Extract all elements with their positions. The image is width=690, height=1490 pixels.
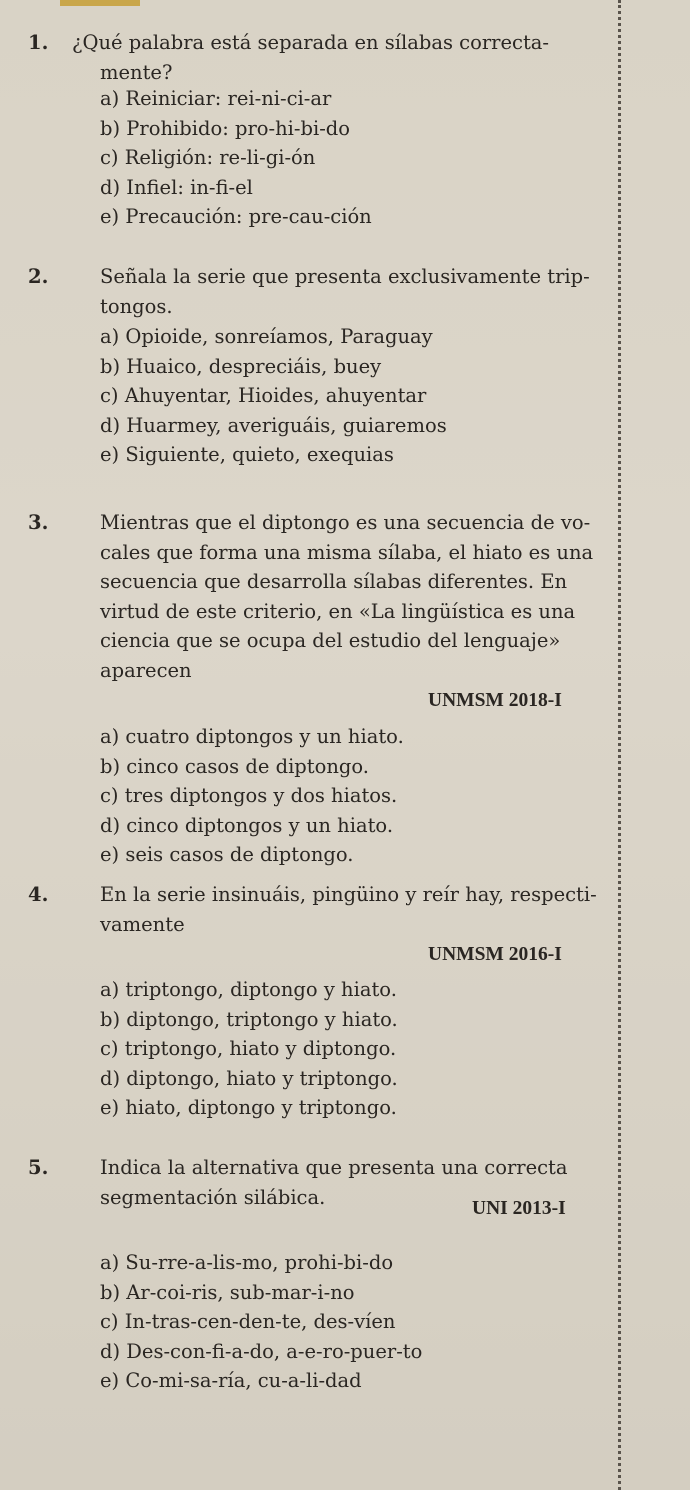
option-d[interactable]: d) Huarmey, averiguáis, guiaremos (100, 413, 447, 437)
question-1 (28, 28, 608, 87)
option-e[interactable]: e) hiato, diptongo y triptongo. (100, 1096, 397, 1119)
question-stem-line: Indica la alternativa que presenta una correcta (100, 1156, 568, 1179)
option-c[interactable]: c) tres diptongos y dos hiatos. (100, 784, 398, 807)
question-stem-line: ¿Qué palabra está separada en sílabas correcta- (72, 31, 549, 54)
option-a[interactable]: a) triptongo, diptongo y hiato. (100, 978, 397, 1001)
option-b[interactable]: b) Ar-coi-ris, sub-mar-i-no (100, 1280, 355, 1304)
option-d[interactable]: d) cinco diptongos y un hiato. (100, 813, 394, 837)
option-b[interactable]: b) cinco casos de diptongo. (100, 754, 370, 778)
option-d[interactable]: d) Des-con-fi-a-do, a-e-ro-puer-to (100, 1339, 423, 1363)
question-stem-line: aparecen (100, 658, 192, 682)
option-b[interactable]: b) Huaico, despreciáis, buey (100, 354, 382, 378)
option-a[interactable]: a) cuatro diptongos y un hiato. (100, 725, 404, 748)
question-stem-line: Mientras que el diptongo es una secuencia de vo- (100, 511, 591, 534)
question-stem-line: segmentación silábica. (100, 1185, 326, 1209)
exam-source: UNMSM 2016-I (428, 944, 562, 965)
option-b[interactable]: b) diptongo, triptongo y hiato. (100, 1007, 398, 1031)
dotted-margin-line (618, 0, 621, 1490)
option-e[interactable]: e) Siguiente, quieto, exequias (100, 443, 394, 466)
question-stem-line: mente? (100, 60, 173, 84)
question-stem-line: tongos. (100, 294, 173, 318)
answer-margin (630, 0, 690, 1490)
question-stem-line: En la serie insinuáis, pingüino y reír hay, respecti- (100, 883, 597, 906)
question-stem-line: secuencia que desarrolla sílabas diferentes. En (100, 570, 568, 593)
question-number: 5. (28, 1156, 49, 1179)
option-e[interactable]: e) Precaución: pre-cau-ción (100, 205, 372, 228)
question-stem-line: virtud de este criterio, en «La lingüística es una (100, 599, 576, 623)
question-stem-line: Señala la serie que presenta exclusivamente trip- (100, 265, 590, 288)
question-1-options (100, 84, 610, 232)
question-2-options (100, 322, 610, 470)
option-b[interactable]: b) Prohibido: pro-hi-bi-do (100, 116, 351, 140)
option-c[interactable]: c) triptongo, hiato y diptongo. (100, 1037, 397, 1060)
question-2 (28, 262, 608, 321)
question-stem-line: cales que forma una misma sílaba, el hiato es una (100, 540, 594, 564)
question-4 (28, 880, 608, 939)
option-d[interactable]: d) diptongo, hiato y triptongo. (100, 1066, 398, 1090)
option-a[interactable]: a) Opioide, sonreíamos, Paraguay (100, 325, 433, 348)
option-a[interactable]: a) Su-rre-a-lis-mo, prohi-bi-do (100, 1251, 394, 1274)
option-a[interactable]: a) Reiniciar: rei-ni-ci-ar (100, 87, 332, 110)
question-3-options (100, 722, 610, 870)
question-number: 2. (28, 265, 49, 288)
option-c[interactable]: c) Religión: re-li-gi-ón (100, 146, 316, 169)
option-c[interactable]: c) Ahuyentar, Hioides, ahuyentar (100, 384, 427, 407)
question-number: 1. (28, 31, 49, 54)
question-3 (28, 508, 608, 685)
question-number: 4. (28, 883, 49, 906)
question-stem-line: vamente (100, 912, 185, 936)
question-5-options (100, 1248, 610, 1396)
option-e[interactable]: e) seis casos de diptongo. (100, 843, 354, 866)
option-e[interactable]: e) Co-mi-sa-ría, cu-a-li-dad (100, 1369, 362, 1392)
exam-source: UNMSM 2018-I (428, 690, 562, 711)
option-c[interactable]: c) In-tras-cen-den-te, des-víen (100, 1310, 396, 1333)
option-d[interactable]: d) Infiel: in-fi-el (100, 175, 253, 199)
question-number: 3. (28, 511, 49, 534)
question-stem-line: ciencia que se ocupa del estudio del lenguaje» (100, 629, 561, 652)
question-4-options (100, 975, 610, 1123)
exam-source: UNI 2013-I (472, 1198, 566, 1219)
